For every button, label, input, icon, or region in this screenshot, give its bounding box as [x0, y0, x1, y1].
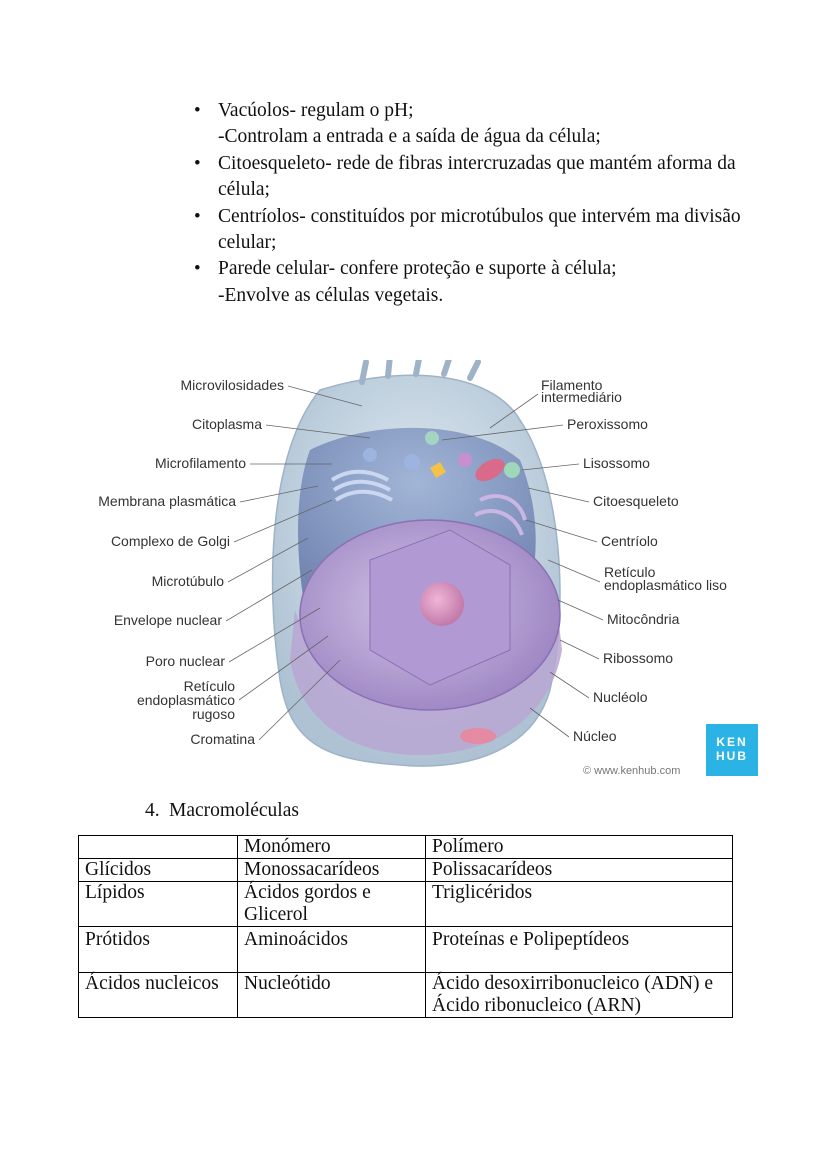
table-header-cell: Polímero — [426, 836, 733, 859]
label-filamento-line2: intermediário — [541, 389, 622, 405]
table-cell-monomer: Nucleótido — [238, 973, 426, 1018]
mitochondrion-shape — [460, 728, 496, 744]
table-cell-name: Prótidos — [79, 927, 238, 973]
bullet-text: Vacúolos- regulam o pH; — [218, 100, 414, 121]
table-cell-polymer: Polissacarídeos — [426, 859, 733, 882]
table-cell-name: Glícidos — [79, 859, 238, 882]
vesicle-shape — [404, 454, 420, 470]
label-peroxissomo: Peroxissomo — [567, 416, 648, 432]
table-cell-name: Ácidos nucleicos — [79, 973, 238, 1018]
nucleolus-shape — [420, 582, 464, 626]
table-row — [79, 927, 733, 973]
bullet-text: Parede celular- confere proteção e suporte à célula; — [218, 258, 617, 280]
logo-line2: HUB — [716, 749, 748, 763]
label-poro-nuclear: Poro nuclear — [145, 653, 225, 669]
bullet-item-parede-celular — [192, 256, 752, 309]
table-header-cell: Monómero — [238, 836, 426, 859]
macromolecules-table — [78, 835, 733, 1018]
table-cell-monomer: Aminoácidos — [238, 927, 426, 973]
table-cell-monomer: Ácidos gordos e Glicerol — [238, 882, 426, 927]
organelle-bullet-list — [192, 98, 752, 309]
label-rer-line3: rugoso — [192, 706, 235, 722]
bullet-item-vacuolos — [192, 98, 752, 151]
label-citoplasma: Citoplasma — [191, 416, 262, 432]
animal-cell-diagram — [70, 360, 770, 790]
peroxisome-shape — [425, 431, 439, 445]
vesicle-shape — [458, 453, 472, 467]
label-centriolo: Centríolo — [601, 533, 658, 549]
table-cell-polymer: Triglicéridos — [426, 882, 733, 927]
label-microtubulo: Microtúbulo — [151, 573, 224, 589]
label-rer-line1: Retículo — [183, 678, 235, 694]
bullet-subtext: -Envolve as células vegetais. — [218, 284, 444, 306]
image-credit: © www.kenhub.com — [583, 765, 681, 777]
vesicle-shape — [363, 448, 377, 462]
bullet-item-centriolos — [192, 204, 752, 257]
table-cell-monomer: Monossacarídeos — [238, 859, 426, 882]
label-envelope-nuclear: Envelope nuclear — [113, 612, 222, 628]
label-microvilosidades: Microvilosidades — [180, 377, 284, 393]
bullet-text: Centríolos- constituídos por microtúbulos que intervém ma divisão celular; — [218, 205, 741, 254]
label-citoesqueleto: Citoesqueleto — [593, 493, 679, 509]
label-nucleo: Núcleo — [573, 728, 617, 744]
bullet-text: Citoesqueleto- rede de fibras intercruzadas que mantém aforma da célula; — [218, 152, 736, 201]
label-membrana-plasmatica: Membrana plasmática — [98, 493, 236, 509]
logo-line1: KEN — [716, 735, 748, 749]
label-cromatina: Cromatina — [190, 731, 255, 747]
bullet-item-citoesqueleto — [192, 151, 752, 204]
kenhub-logo — [706, 724, 758, 776]
label-filamento-line1: Filamento — [541, 377, 603, 393]
table-header-row — [79, 836, 733, 859]
label-rel-line1: Retículo — [604, 564, 656, 580]
label-rel-line2: endoplasmático liso — [604, 577, 727, 593]
section-heading — [145, 800, 299, 822]
table-row — [79, 859, 733, 882]
label-ribossomo: Ribossomo — [603, 650, 674, 666]
bullet-subtext: -Controlam a entrada e a saída de água da célula; — [218, 126, 601, 148]
label-nucleolo: Nucléolo — [593, 689, 648, 705]
label-rer-line2: endoplasmático — [136, 692, 235, 708]
label-lisossomo: Lisossomo — [583, 455, 650, 471]
lysosome-shape — [504, 462, 520, 478]
label-complexo-golgi: Complexo de Golgi — [110, 533, 230, 549]
table-row — [79, 973, 733, 1018]
label-mitocondria: Mitocôndria — [607, 611, 680, 627]
section-number: 4. — [145, 800, 160, 821]
cell-illustration — [70, 360, 770, 790]
table-cell-polymer: Ácido desoxirribonucleico (ADN) e Ácido ribonucleico (ARN) — [426, 973, 733, 1018]
section-title: Macromoléculas — [169, 800, 299, 821]
table-header-cell — [79, 836, 238, 859]
table-row — [79, 882, 733, 927]
table-cell-name: Lípidos — [79, 882, 238, 927]
table-cell-polymer: Proteínas e Polipeptídeos — [426, 927, 733, 973]
label-microfilamento: Microfilamento — [154, 455, 246, 471]
